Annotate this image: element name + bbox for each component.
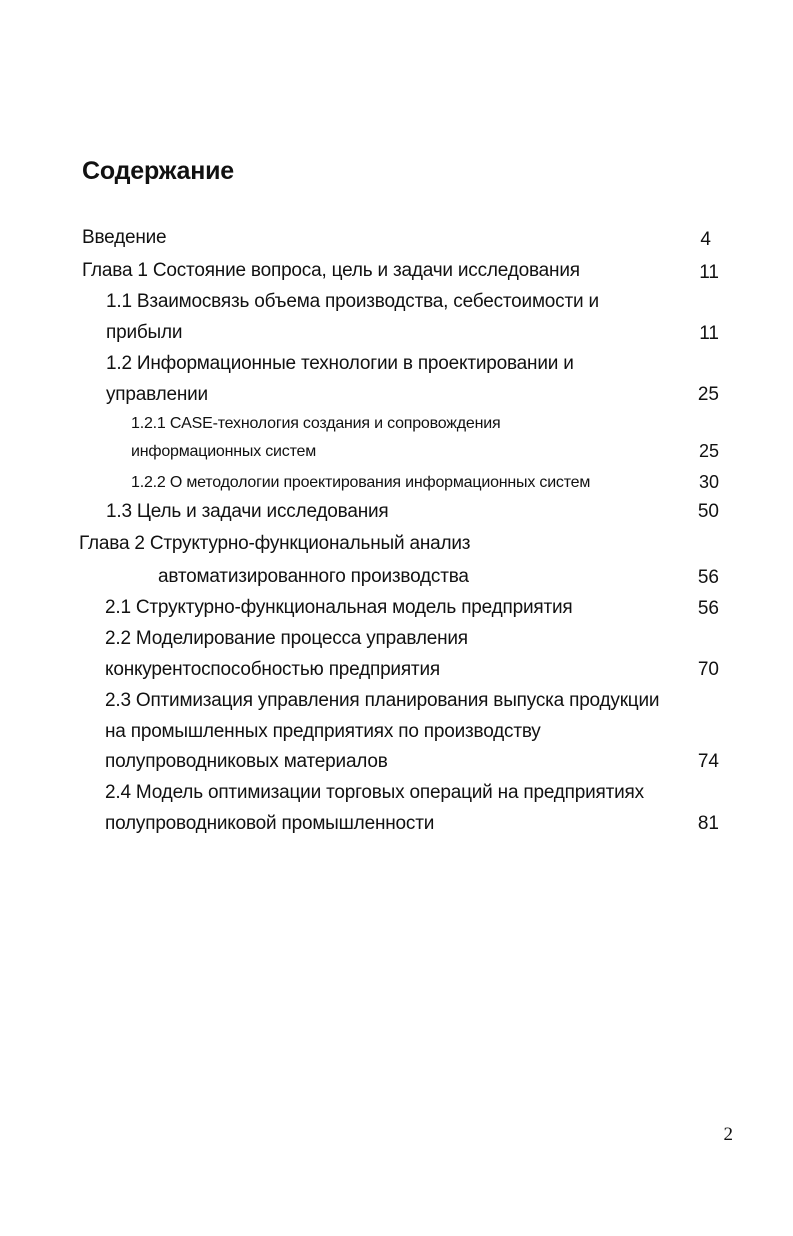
toc-entry-page: 25 <box>698 441 719 461</box>
toc-entry-text: полупроводниковых материалов <box>105 751 388 772</box>
toc-entry-page: 11 <box>699 262 719 283</box>
toc-entry-page: 81 <box>697 813 719 834</box>
toc-entry-text: на промышленных предприятиях по производству <box>105 721 541 742</box>
page-number: 2 <box>723 1124 733 1145</box>
toc-entry-text: 1.2.2 О методологии проектирования информационных систем <box>131 474 591 491</box>
toc-entry-page: 11 <box>699 323 719 344</box>
toc-entry-text: 2.1 Структурно-функциональная модель предприятия <box>105 597 573 618</box>
toc-entry-text: 2.3 Оптимизация управления планирования выпуска продукции <box>105 690 660 711</box>
toc-entry-page: 56 <box>697 598 719 619</box>
toc-entry-text: 1.1 Взаимосвязь объема производства, себестоимости и <box>106 291 599 312</box>
toc-entry-text: 2.2 Моделирование процесса управления <box>105 628 468 649</box>
toc-entry-page: 25 <box>697 384 719 405</box>
toc-entry-text: 1.2.1 CASE-технология создания и сопровождения <box>131 415 501 432</box>
toc-entry-text: управлении <box>106 384 208 405</box>
toc-entry-text: 2.4 Модель оптимизации торговых операций на предприятиях <box>105 782 644 803</box>
toc-entry-page: 70 <box>697 659 719 680</box>
toc-entry-text: Глава 1 Состояние вопроса, цель и задачи исследования <box>82 260 580 281</box>
toc-entry-page: 4 <box>700 229 711 250</box>
toc-entry-text: Глава 2 Структурно-функциональный анализ <box>79 533 471 554</box>
toc-entry-text: прибыли <box>106 322 183 343</box>
toc-entry-text: 1.2 Информационные технологии в проектировании и <box>106 353 574 374</box>
toc-entry-text: 1.3 Цель и задачи исследования <box>106 501 389 522</box>
toc-entry-page: 50 <box>697 501 719 522</box>
toc-entry-page: 74 <box>697 751 719 772</box>
toc-entry-text: конкурентоспособностью предприятия <box>105 659 440 680</box>
toc-entry-page: 56 <box>697 567 719 588</box>
toc-entry-text: Введение <box>82 227 167 248</box>
toc-entry-text: автоматизированного производства <box>158 566 469 587</box>
toc-entry-page: 30 <box>698 472 719 492</box>
toc-entry-text: полупроводниковой промышленности <box>105 813 435 834</box>
toc-title: Содержание <box>82 157 235 185</box>
toc-entry-text: информационных систем <box>131 443 317 460</box>
